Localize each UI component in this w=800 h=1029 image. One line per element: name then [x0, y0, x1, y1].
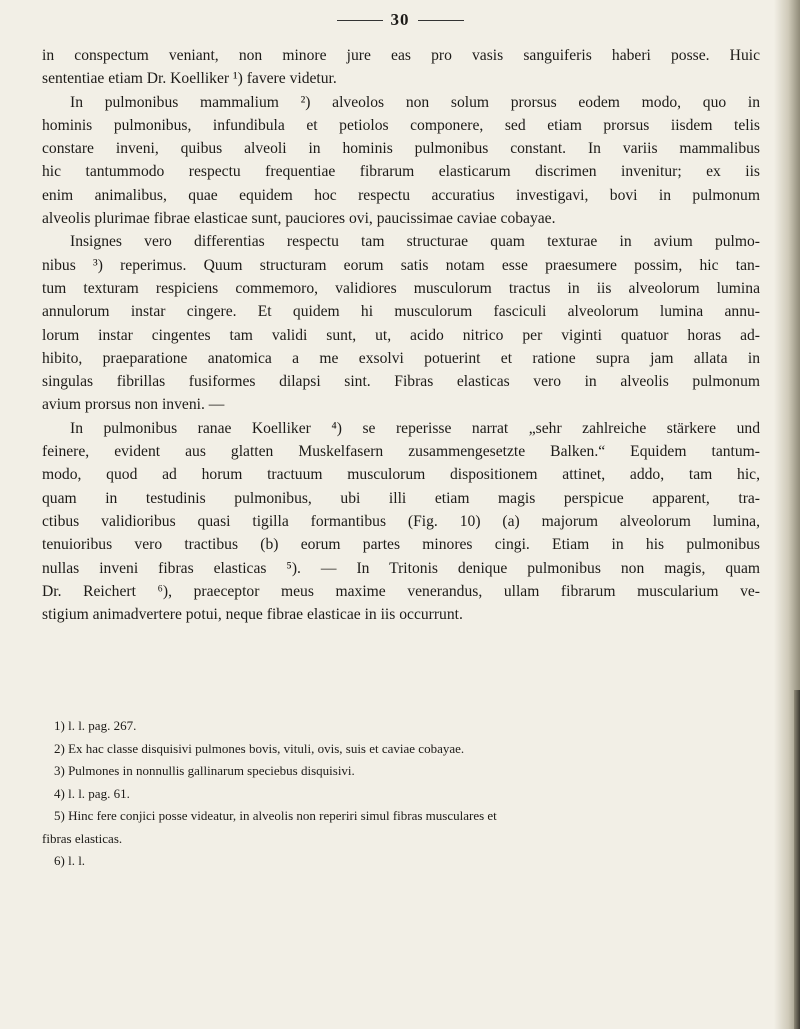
page-number: 30 — [390, 10, 410, 29]
body-line: sententiae etiam Dr. Koelliker ¹) favere videtur. — [42, 70, 337, 88]
body-line: modo, quod ad horum tractuum musculorum dispositionem attinet, addo, tam hic, — [42, 466, 760, 484]
body-line: tenuioribus vero tractibus (b) eorum partes minores cingi. Etiam in his pulmonibus — [42, 536, 760, 554]
body-line: Dr. Reichert ⁶), praeceptor meus maxime venerandus, ullam fibrarum muscularium ve- — [42, 582, 760, 600]
body-line: hominis pulmonibus, infundibula et petiolos componere, sed etiam prorsus iisdem telis — [42, 116, 760, 134]
header-rule-left — [337, 20, 383, 21]
page-edge-dark — [794, 690, 800, 1029]
body-line: enim animalibus, quae equidem hoc respectu accuratius investigavi, bovi in pulmonum — [42, 186, 760, 204]
body-line: nibus ³) reperimus. Quum structuram eorum satis notam esse praesumere possim, hic tan- — [42, 256, 760, 274]
body-text — [42, 44, 760, 626]
footnote: 1) l. l. pag. 267. — [54, 718, 137, 733]
body-line: in conspectum veniant, non minore jure eas pro vasis sanguiferis haberi posse. Huic — [42, 47, 760, 64]
footnote-continuation: fibras elasticas. — [42, 830, 123, 846]
body-line: lorum instar cingentes tam validi sunt, ut, acido nitrico per viginti quatuor horas ad- — [42, 326, 760, 344]
footnote: 6) l. l. — [54, 853, 86, 868]
footnote: 3) Pulmones in nonnullis gallinarum speciebus disquisivi. — [54, 763, 355, 778]
body-line: avium prorsus non inveni. — — [42, 396, 225, 414]
body-line: alveolis plurimae fibrae elasticae sunt, pauciores ovi, paucissimae caviae cobayae. — [42, 210, 556, 228]
body-line: singulas fibrillas fusiformes dilapsi sint. Fibras elasticas vero in alveolis pulmonum — [42, 373, 760, 391]
header-rule-right — [418, 20, 464, 21]
body-line: ctibus validioribus quasi tigilla formantibus (Fig. 10) (a) majorum alveolorum lumina, — [42, 512, 760, 530]
body-line: hic tantummodo respectu frequentiae fibrarum elasticarum discrimen invenitur; ex iis — [42, 163, 760, 181]
body-line: feinere, evident aus glatten Muskelfasern zusammengesetzte Balken.“ Equidem tantum- — [42, 443, 760, 461]
body-line: Insignes vero differentias respectu tam structurae quam texturae in avium pulmo- — [70, 233, 760, 251]
footnotes — [42, 715, 760, 873]
body-line: quam in testudinis pulmonibus, ubi illi etiam magis perspicue apparent, tra- — [42, 489, 760, 507]
page-header — [0, 10, 800, 30]
footnote: 2) Ex hac classe disquisivi pulmones bovis, vituli, ovis, suis et caviae cobayae. — [54, 740, 465, 756]
body-line: constare inveni, quibus alveoli in hominis pulmonibus constant. In variis mammalibus — [42, 140, 760, 158]
body-line: hibito, praeparatione anatomica a me exsolvi potuerint et ratione supra jam allata in — [42, 349, 760, 367]
body-line: nullas inveni fibras elasticas ⁵). — In Tritonis denique pulmonibus non magis, quam — [42, 559, 760, 577]
body-line: stigium animadvertere potui, neque fibrae elasticae in iis occurrunt. — [42, 606, 463, 624]
footnote: 5) Hinc fere conjici posse videatur, in alveolis non reperiri simul fibras musculares et — [54, 808, 497, 823]
body-line: In pulmonibus mammalium ²) alveolos non solum prorsus eodem modo, quo in — [70, 93, 760, 111]
body-line: annulorum instar cingere. Et quidem hi musculorum fasciculi alveolorum lumina annu- — [42, 303, 760, 321]
footnote: 4) l. l. pag. 61. — [54, 785, 130, 801]
body-line: tum texturam respiciens commemoro, validiores musculorum tractus in iis alveolorum lumina — [42, 279, 760, 297]
body-line: In pulmonibus ranae Koelliker ⁴) se reperisse narrat „sehr zahlreiche stärkere und — [70, 419, 760, 437]
